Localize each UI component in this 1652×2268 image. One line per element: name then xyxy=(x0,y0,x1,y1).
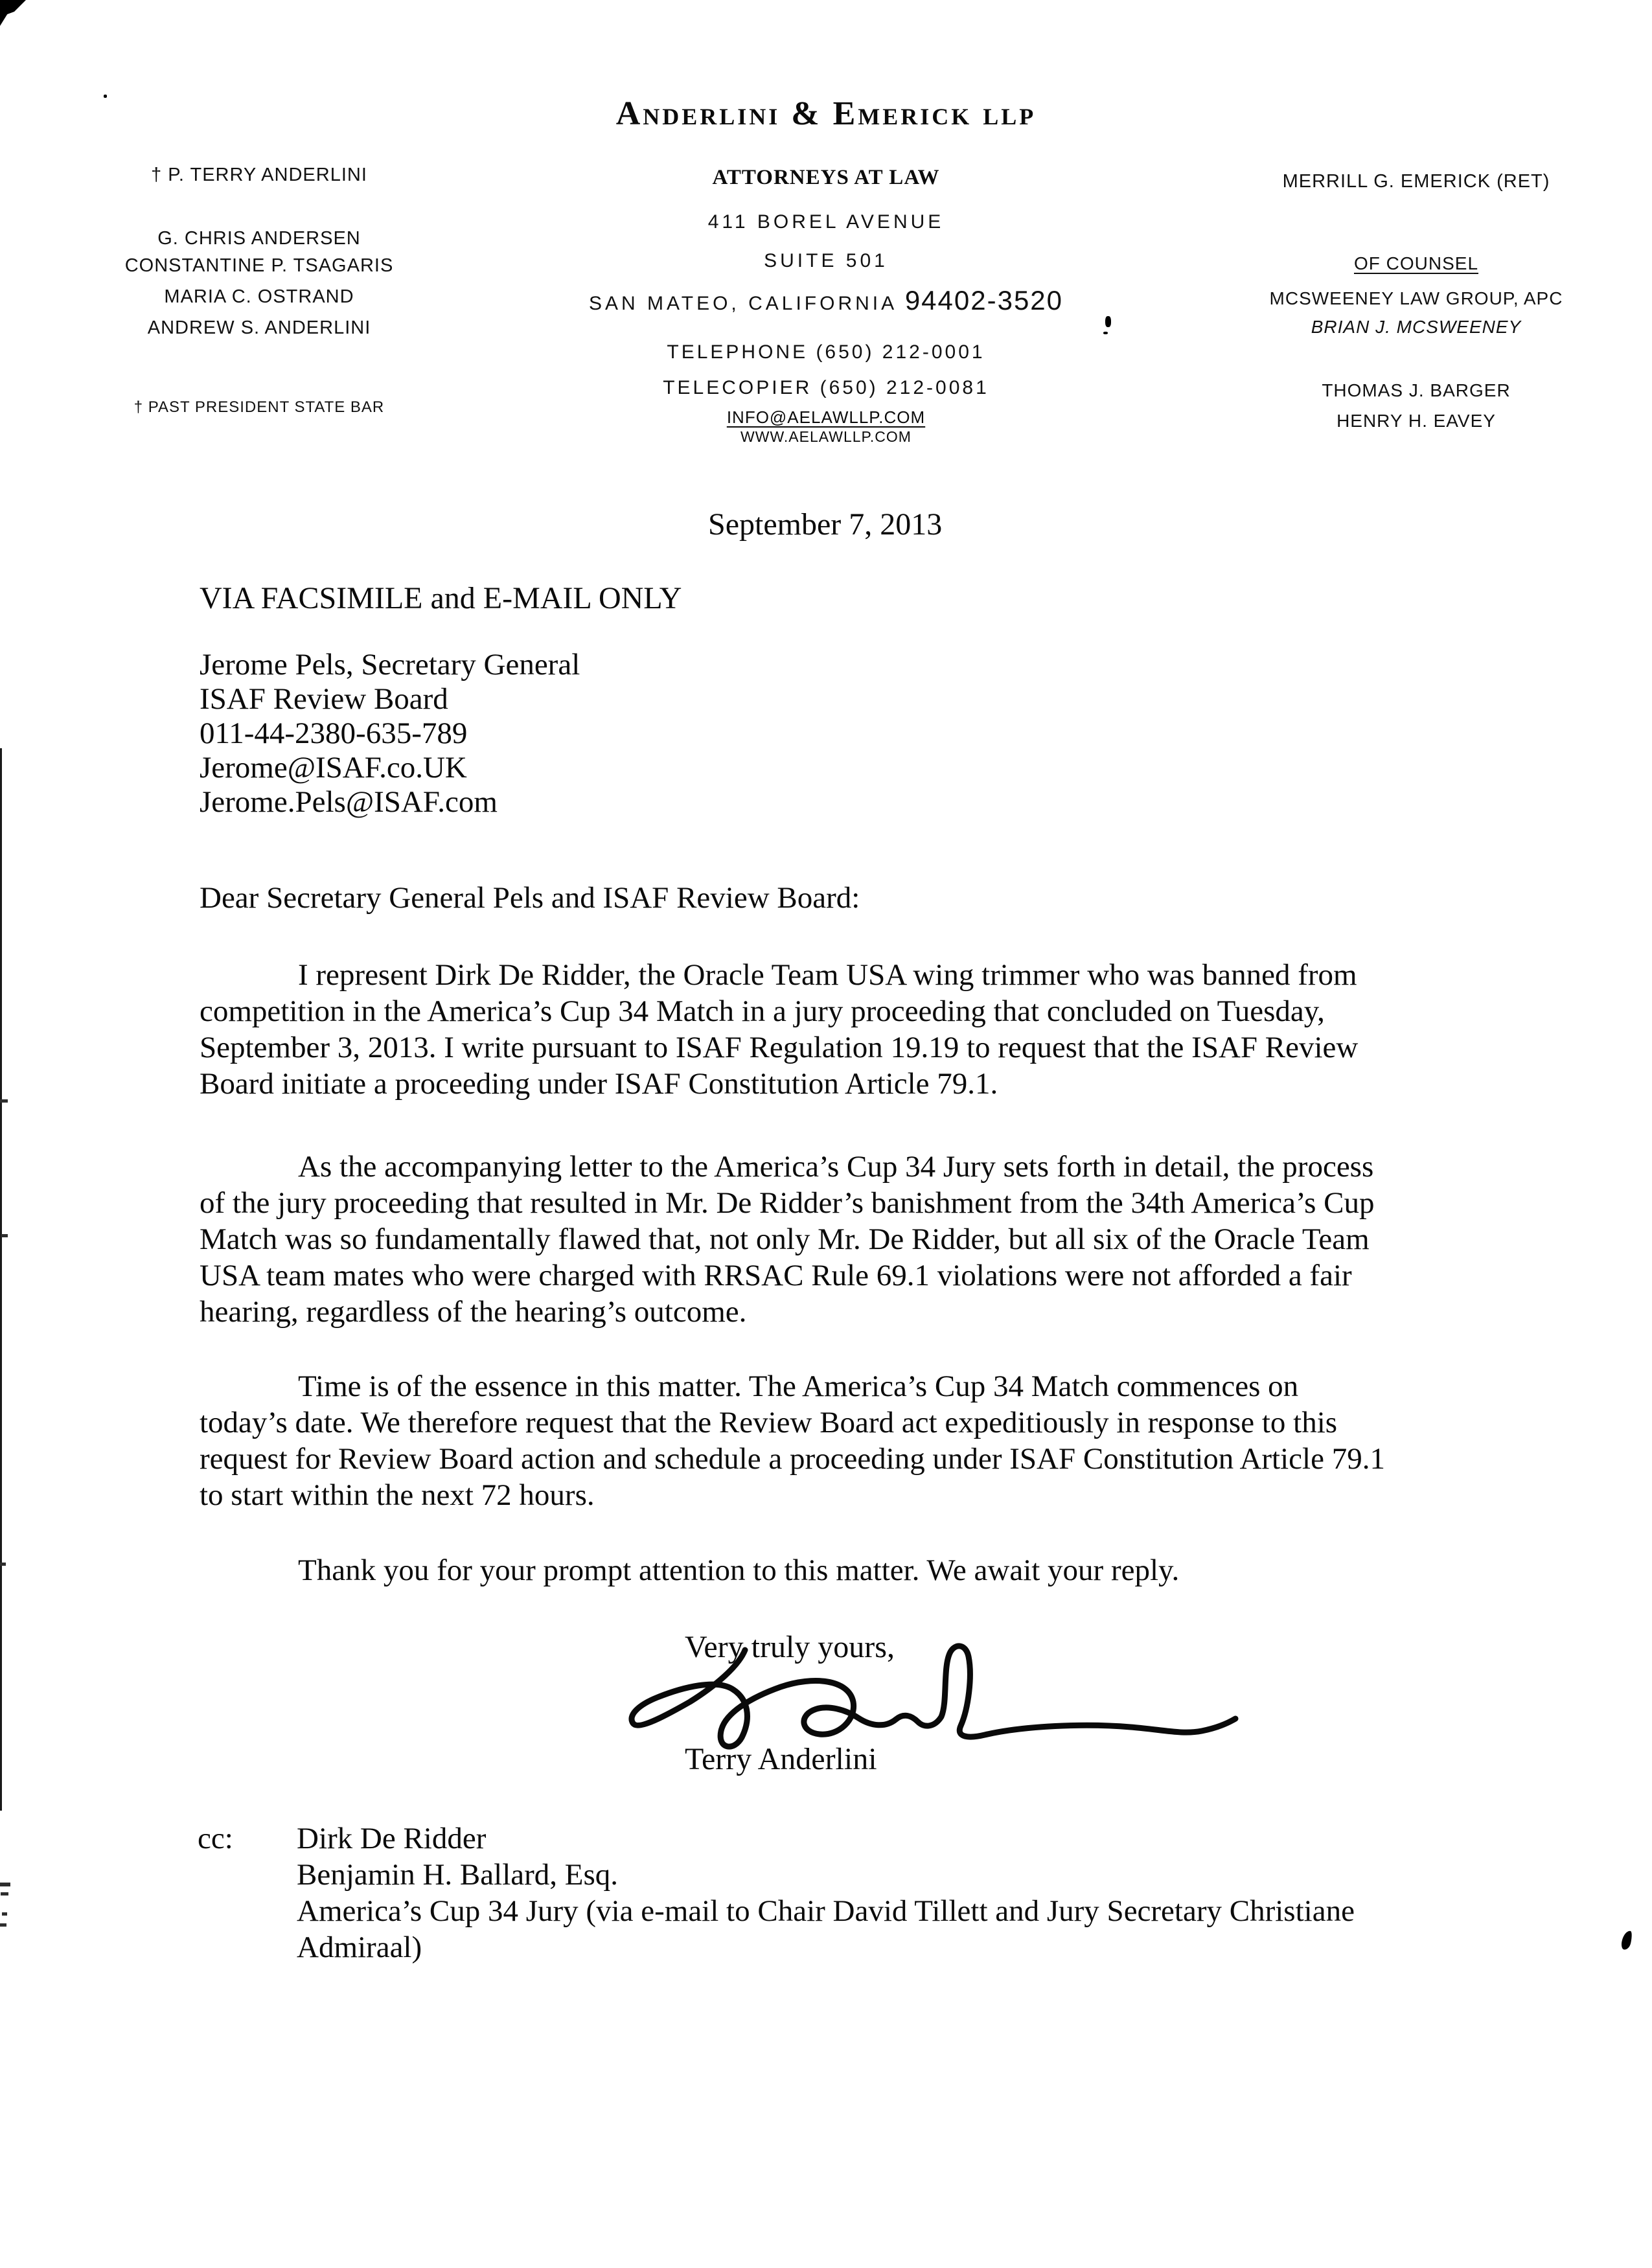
telecopier-line: TELECOPIER (650) 212-0081 xyxy=(663,377,989,398)
scan-speck xyxy=(1105,316,1111,327)
of-counsel-name: BRIAN J. MCSWEENEY xyxy=(1311,317,1522,337)
paragraph-line: today’s date. We therefore request that the Review Board act expeditiously in response to this xyxy=(200,1406,1338,1439)
cc-label: cc: xyxy=(198,1822,233,1855)
salutation: Dear Secretary General Pels and ISAF Review Board: xyxy=(200,881,860,915)
letter-date: September 7, 2013 xyxy=(708,507,943,542)
signer-name: Terry Anderlini xyxy=(685,1742,877,1776)
paragraph-line: USA team mates who were charged with RRSAC Rule 69.1 violations were not afforded a fair xyxy=(200,1259,1352,1292)
paragraph xyxy=(200,1368,1385,1513)
firm-name: Anderlini & Emerick llp xyxy=(615,95,1037,132)
attorney-name: CONSTANTINE P. TSAGARIS xyxy=(124,255,394,276)
scan-corner-artifact xyxy=(0,0,26,26)
address-street: 411 BOREL AVENUE xyxy=(707,211,945,233)
paragraph xyxy=(200,957,1358,1102)
past-president-footnote: † PAST PRESIDENT STATE BAR xyxy=(133,398,385,416)
associate-name: THOMAS J. BARGER xyxy=(1322,380,1511,400)
scan-tick xyxy=(0,1883,10,1886)
scan-edge-line xyxy=(0,748,2,1811)
paragraph-line: Time is of the essence in this matter. The America’s Cup 34 Match commences on xyxy=(298,1369,1299,1403)
paragraph-line: to start within the next 72 hours. xyxy=(200,1478,595,1512)
scan-tick xyxy=(1,1234,8,1237)
paragraph-line: Board initiate a proceeding under ISAF Constitution Article 79.1. xyxy=(200,1067,998,1101)
address-zip: 94402-3520 xyxy=(904,285,1064,315)
paragraph-line: of the jury proceeding that resulted in Mr. De Ridder’s banishment from the 34th America’s Cup xyxy=(200,1186,1375,1220)
firm-website: WWW.AELAWLLP.COM xyxy=(740,428,912,445)
paragraph-line: As the accompanying letter to the America’s Cup 34 Jury sets forth in detail, the process xyxy=(298,1150,1374,1184)
cc-recipient: Dirk De Ridder xyxy=(297,1822,487,1855)
recipient-email-1: Jerome@ISAF.co.UK xyxy=(200,751,467,785)
cc-recipient-continuation: Admiraal) xyxy=(297,1930,422,1964)
scan-tick xyxy=(0,1923,6,1927)
of-counsel-firm: MCSWEENEY LAW GROUP, APC xyxy=(1269,288,1563,308)
paragraph xyxy=(200,1552,1179,1588)
paragraph-line: hearing, regardless of the hearing’s outcome. xyxy=(200,1295,747,1329)
scan-mark xyxy=(1620,1930,1633,1951)
paragraph-line: Thank you for your prompt attention to this matter. We await your reply. xyxy=(298,1553,1180,1587)
attorney-name: G. CHRIS ANDERSEN xyxy=(157,228,361,249)
recipient-email-2: Jerome.Pels@ISAF.com xyxy=(200,785,498,819)
retired-partner: MERRILL G. EMERICK (RET) xyxy=(1282,171,1550,192)
scan-tick xyxy=(0,1099,8,1103)
attorney-partner-emeritus: † P. TERRY ANDERLINI xyxy=(151,165,367,185)
scan-tick xyxy=(0,1563,6,1566)
attorney-name: ANDREW S. ANDERLINI xyxy=(147,317,371,338)
address-city: SAN MATEO, CALIFORNIA xyxy=(588,293,905,314)
telephone-line: TELEPHONE (650) 212-0001 xyxy=(667,341,985,363)
paragraph-line: Match was so fundamentally flawed that, not only Mr. De Ridder, but all six of the Oracle Team xyxy=(200,1222,1370,1256)
paragraph-line: competition in the America’s Cup 34 Match in a jury proceeding that concluded on Tuesday, xyxy=(200,994,1325,1028)
of-counsel-label: OF COUNSEL xyxy=(1353,253,1479,273)
associate-name: HENRY H. EAVEY xyxy=(1337,411,1496,431)
delivery-method: VIA FACSIMILE and E-MAIL ONLY xyxy=(200,581,682,615)
firm-email: INFO@AELAWLLP.COM xyxy=(726,407,926,427)
address-suite: SUITE 501 xyxy=(764,250,888,271)
scan-tick xyxy=(2,1912,7,1916)
firm-tagline: ATTORNEYS AT LAW xyxy=(712,166,940,189)
recipient-block xyxy=(200,648,580,819)
cc-recipient: America’s Cup 34 Jury (via e-mail to Chair David Tillett and Jury Secretary Christiane xyxy=(297,1894,1355,1928)
paragraph-line: request for Review Board action and schedule a proceeding under ISAF Constitution Article 79.1 xyxy=(200,1442,1385,1476)
paragraph xyxy=(200,1149,1374,1330)
paragraph-line: September 3, 2013. I write pursuant to ISAF Regulation 19.19 to request that the ISAF Review xyxy=(200,1031,1359,1064)
recipient-fax-number: 011-44-2380-635-789 xyxy=(200,716,468,750)
closing-valediction: Very truly yours, xyxy=(685,1630,895,1664)
cc-recipient: Benjamin H. Ballard, Esq. xyxy=(297,1858,619,1892)
recipient-org: ISAF Review Board xyxy=(200,682,448,716)
attorney-name: MARIA C. OSTRAND xyxy=(164,286,354,307)
scan-speck xyxy=(1103,332,1108,334)
paragraph-line: I represent Dirk De Ridder, the Oracle Team USA wing trimmer who was banned from xyxy=(298,958,1357,992)
recipient-name-title: Jerome Pels, Secretary General xyxy=(200,648,580,682)
scan-tick xyxy=(1,1892,8,1896)
